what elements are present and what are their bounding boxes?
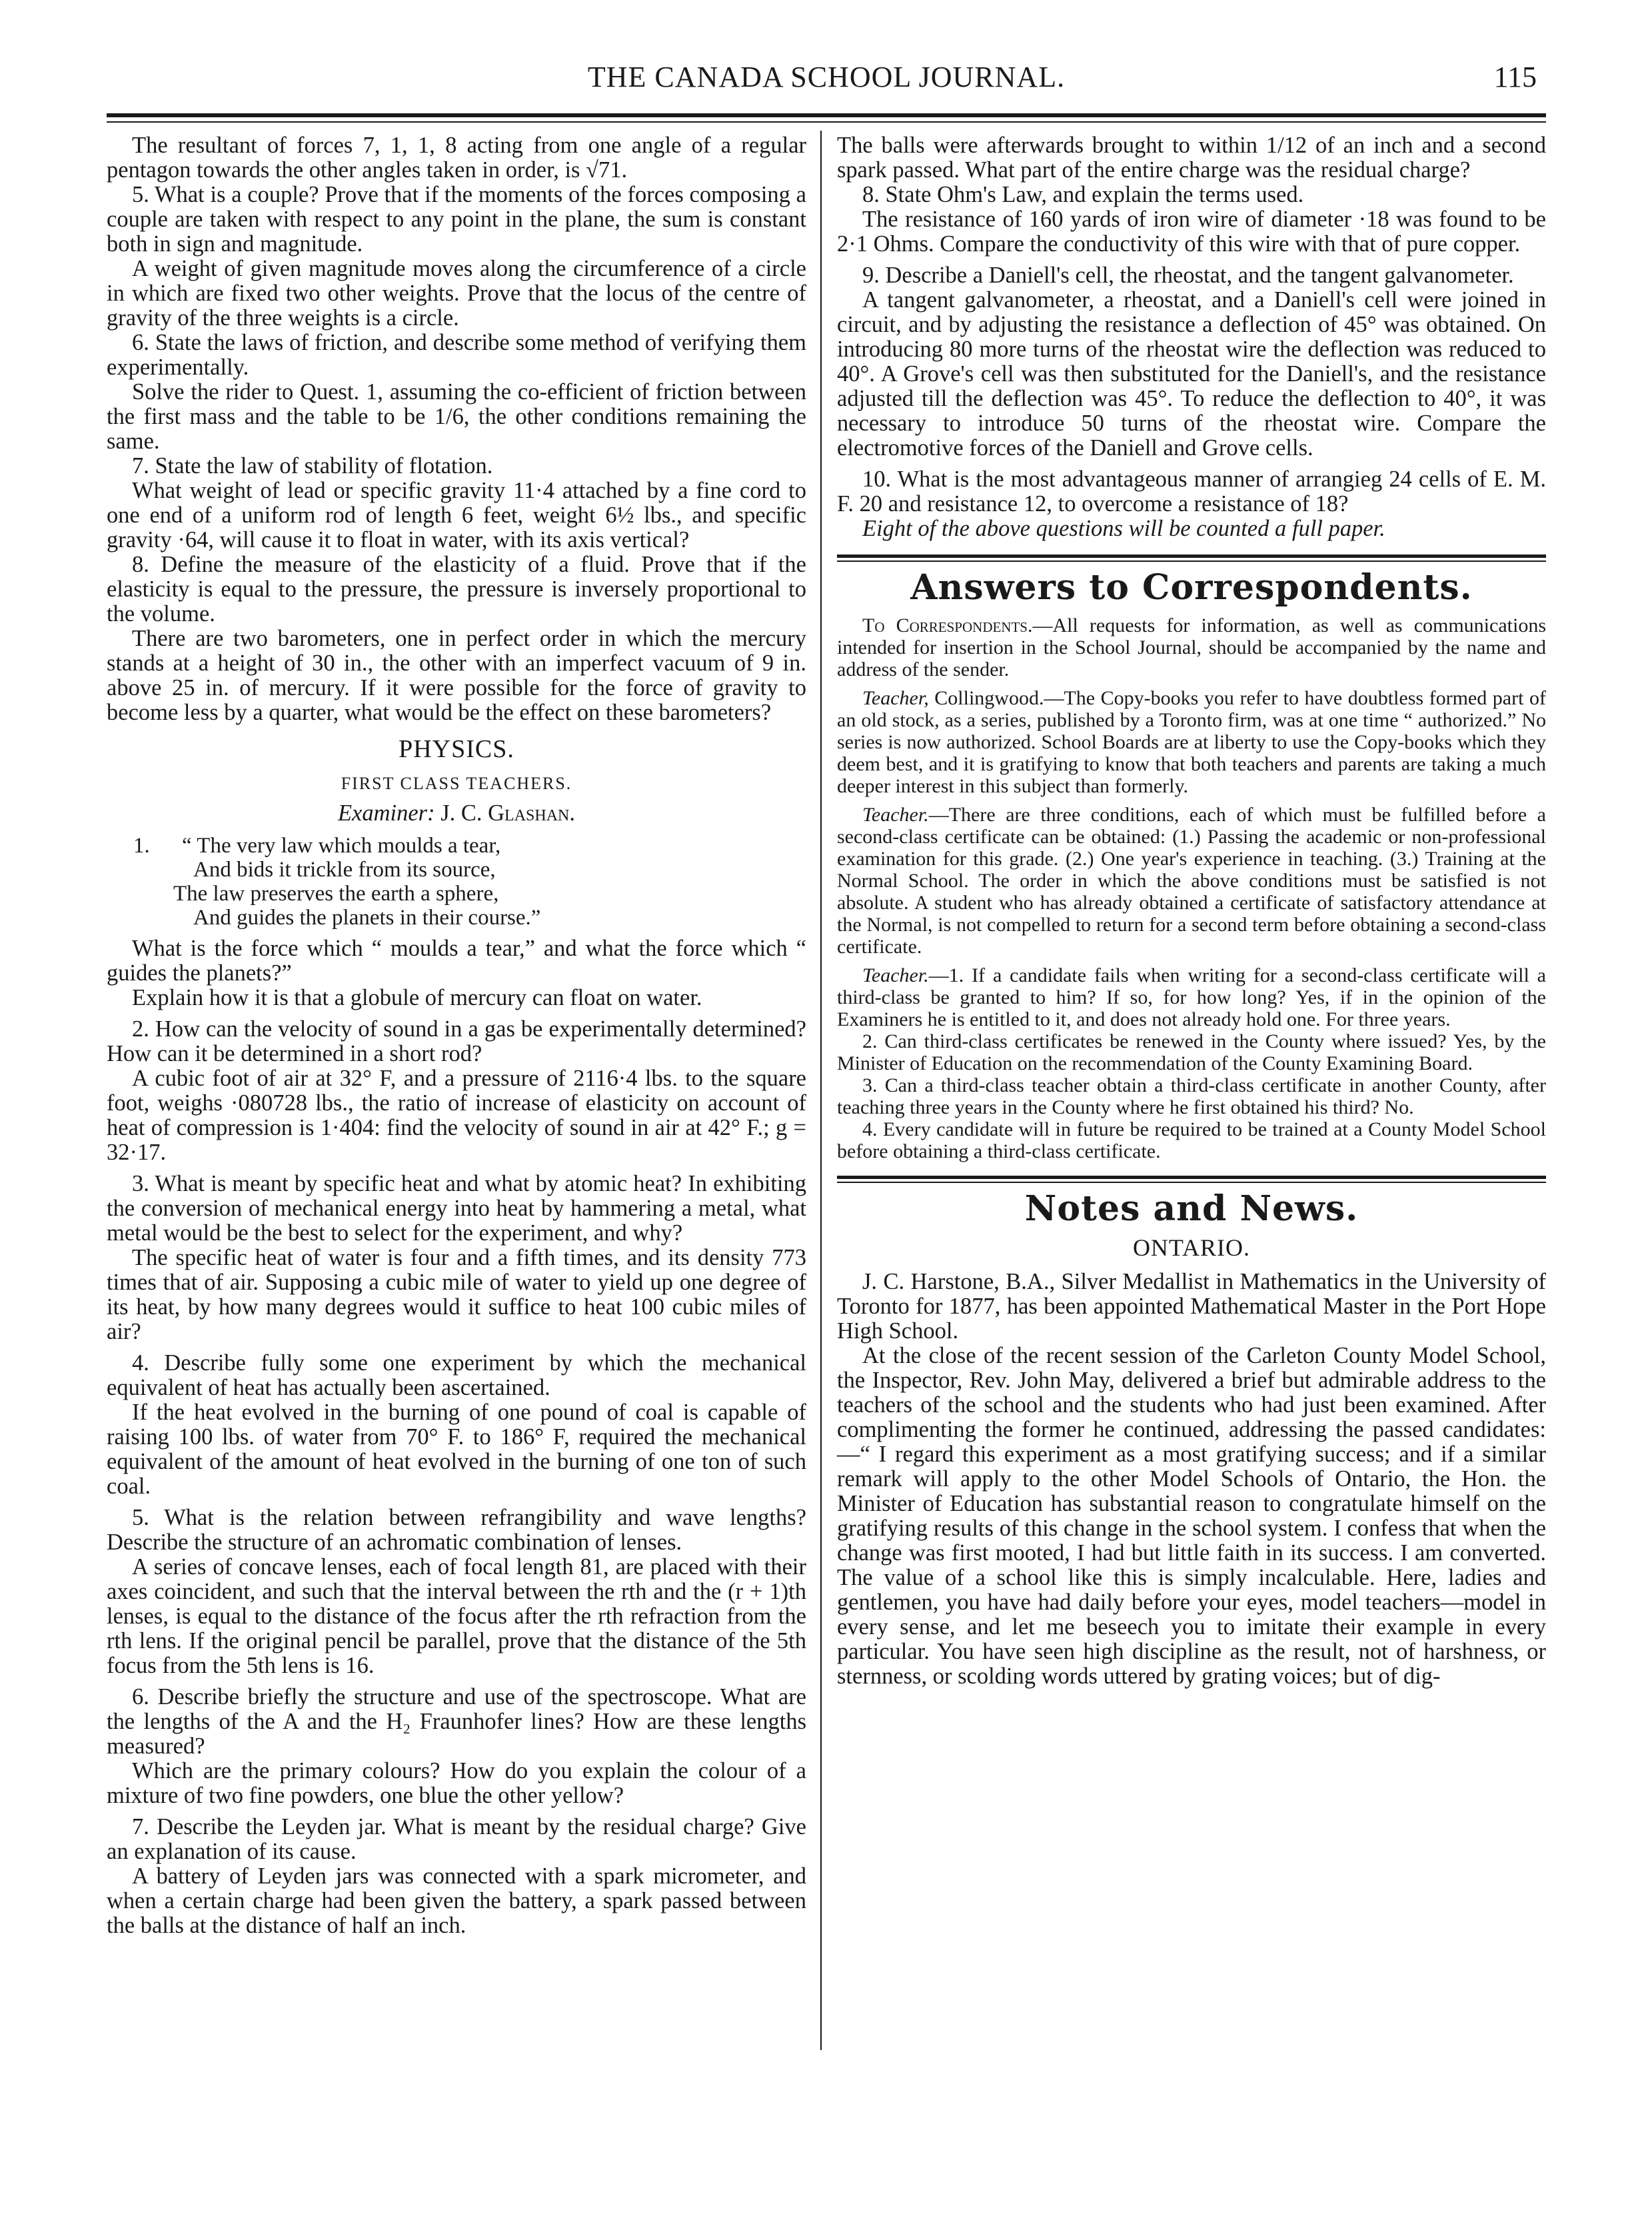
paragraph: The resistance of 160 yards of iron wire of diameter ·18 was found to be 2·1 Ohms. Compare the conductivity of this wire with that of pure copper. xyxy=(837,207,1546,257)
paragraph: The balls were afterwards brought to within 1/12 of an inch and a second spark passed. What part of the entire charge was the residual charge? xyxy=(837,133,1546,183)
paragraph: 5. What is a couple? Prove that if the moments of the forces composing a couple are taken with respect to any point in the plane, the sum is constant both in sign and magnitude. xyxy=(107,182,806,257)
question-number: 1. xyxy=(133,834,150,858)
paragraph: 9. Describe a Daniell's cell, the rheostat, and the tangent galvanometer. xyxy=(862,263,1514,288)
answer-lead: Teacher. xyxy=(862,804,929,826)
section-rule xyxy=(837,1176,1546,1179)
answer-text: —1. If a candidate fails when writing for a second-class certificate will a third-class be granted to him? If so, for how long? Yes, if in the opinion of the Examiners he is entitled to it, and does not already hold one. For three years. xyxy=(837,964,1546,1030)
paragraph: 2. How can the velocity of sound in a gas be experimentally determined? How can it be determined in a short rod? xyxy=(107,1016,806,1066)
page-number: 115 xyxy=(1493,61,1537,93)
poem-line: “ The very law which moulds a tear, xyxy=(182,834,501,858)
paragraph: J. C. Harstone, B.A., Silver Medallist in Mathematics in the University of Toronto for 1877, has been appointed Mathematical Master in the Port Hope High School. xyxy=(837,1269,1546,1344)
poem-line: And guides the planets in their course.” xyxy=(193,906,541,930)
answer-lead: Teacher, xyxy=(862,687,929,709)
paragraph: 6. State the laws of friction, and describe some method of verifying them experimentally. xyxy=(107,330,806,380)
paragraph: 8. State Ohm's Law, and explain the terms used. xyxy=(862,182,1304,207)
paragraph: 3. What is meant by specific heat and what by atomic heat? In exhibiting the conversion of mechanical energy into heat by hammering a metal, what metal would be the best to select for the experiment, and why? xyxy=(107,1171,806,1246)
paragraph: A cubic foot of air at 32° F, and a pressure of 2116·4 lbs. to the square foot, weighs ·080728 lbs., the ratio of increase of elasticity on account of heat of compression is 1·404: find the velocity of sound in air at 42° F.; g = 32·17. xyxy=(107,1066,806,1165)
answer-text: —All requests for information, as well as communications intended for insertion in the School Journal, should be accompanied by the name and address of the sender. xyxy=(837,614,1546,680)
paragraph: 4. Describe fully some one experiment by which the mechanical equivalent of heat has actually been ascertained. xyxy=(107,1350,806,1400)
paragraph: What weight of lead or specific gravity 11·4 attached by a fine cord to one end of a uniform rod of length 6 feet, weight 6½ lbs., and specific gravity ·64, will cause it to float in water, with its axis vertical? xyxy=(107,478,806,553)
examiner-line xyxy=(107,801,806,826)
right-column xyxy=(837,133,1546,1689)
poem-line: The law preserves the earth a sphere, xyxy=(173,882,499,906)
paragraph: Which are the primary colours? How do you explain the colour of a mixture of two fine powders, one blue the other yellow? xyxy=(107,1758,806,1808)
paragraph: A tangent galvanometer, a rheostat, and a Daniell's cell were joined in circuit, and by adjusting the resistance a deflection of 45° was obtained. On introducing 80 more turns of the rheostat wire the deflection was reduced to 40°. A Grove's cell was then substituted for the Daniell's, and the resistance adjusted till the deflection was 45°. To reduce the deflection to 40°, it was necessary to introduce 50 turns of the rheostat wire. Compare the electromotive forces of the Daniell and Grove cells. xyxy=(837,287,1546,461)
page-header xyxy=(107,56,1546,103)
poem-line: And bids it trickle from its source, xyxy=(193,858,496,882)
journal-title: THE CANADA SCHOOL JOURNAL. xyxy=(587,61,1066,93)
answer-paragraph: 3. Can a third-class teacher obtain a third-class certificate in another County, after teaching three years in the County where he first obtained his third? No. xyxy=(837,1074,1546,1118)
answer-paragraph xyxy=(837,804,1546,958)
answer-paragraph: 4. Every candidate will in future be required to be trained at a County Model School before obtaining a third-class certificate. xyxy=(837,1118,1546,1162)
answers-heading: Answers to Correspondents. xyxy=(910,567,1473,608)
paragraph: 7. State the law of stability of flotation. xyxy=(132,453,493,479)
paragraph: If the heat evolved in the burning of one pound of coal is capable of raising 100 lbs. of water from 70° F. to 186° F, required the mechanical equivalent of the amount of heat evolved in the burning of one ton of such coal. xyxy=(107,1400,806,1499)
answer-paragraph xyxy=(837,687,1546,797)
paper-note: Eight of the above questions will be counted a full paper. xyxy=(862,516,1385,541)
paragraph: 8. Define the measure of the elasticity of a fluid. Prove that if the elasticity is equal to the pressure, the pressure is inversely proportional to the volume. xyxy=(107,552,806,626)
paragraph: 7. Describe the Leyden jar. What is meant by the residual charge? Give an explanation of its cause. xyxy=(107,1814,806,1864)
physics-heading: PHYSICS. xyxy=(399,735,514,763)
column-divider xyxy=(820,131,822,2050)
section-rule xyxy=(837,555,1546,558)
paragraph: 5. What is the relation between refrangibility and wave lengths? Describe the structure of an achromatic combination of lenses. xyxy=(107,1505,806,1555)
answer-paragraph: 2. Can third-class certificates be renewed in the County where issued? Yes, by the Minister of Education on the recommendation of the County Examining Board. xyxy=(837,1030,1546,1074)
section-rule-thin xyxy=(837,1182,1546,1183)
paragraph: What is the force which “ moulds a tear,” and what the force which “ guides the planets?” xyxy=(107,936,806,986)
answer-lead: To Correspondents. xyxy=(862,614,1033,636)
paragraph: There are two barometers, one in perfect order in which the mercury stands at a height of 30 in., the other with an imperfect vacuum of 9 in. above 25 in. of mercury. If it were possible for the force of gravity to become less by a quarter, what would be the effect on these barometers? xyxy=(107,626,806,725)
left-column xyxy=(107,133,806,1938)
paragraph: A battery of Leyden jars was connected with a spark micrometer, and when a certain charge had been given the battery, a spark passed between the balls at the distance of half an inch. xyxy=(107,1863,806,1938)
poem-quote xyxy=(133,834,806,930)
paragraph: At the close of the recent session of the Carleton County Model School, the Inspector, Rev. John May, delivered a brief but admirable address to the teachers of the school and the students who had just been examined. After complimenting the former he continued, addressing the passed candidates:—“ I regard this experiment as a most gratifying success; and if a similar remark will apply to the other Model Schools of Ontario, the Hon. the Minister of Education has substantial reason to congratulate himself on the gratifying results of this change in the school system. I confess that when the change was first mooted, I had but little faith in its success. I am converted. The value of a school like this is simply incalculable. Here, ladies and gentlemen, you have had daily before your eyes, model teachers—model in every sense, and let me beseech you to imitate their example in every particular. You have seen high discipline as the result, not of harshness, or sternness, or scolding words uttered by grating voices; but of dig- xyxy=(837,1343,1546,1689)
section-rule-thin xyxy=(837,560,1546,562)
paragraph: Explain how it is that a globule of mercury can float on water. xyxy=(132,985,702,1010)
header-rule xyxy=(107,113,1546,117)
header-rule-thin xyxy=(107,121,1546,123)
paragraph: The resultant of forces 7, 1, 1, 8 acting from one angle of a regular pentagon towards the other angles taken in order, is √71. xyxy=(107,133,806,183)
paragraph: A weight of given magnitude moves along the circumference of a circle in which are fixed two other weights. Prove that the locus of the centre of gravity of the three weights is a circle. xyxy=(107,256,806,331)
answer-text: —There are three conditions, each of which must be fulfilled before a second-class certificate can be obtained: (1.) Passing the academic or non-professional examination for this grade. (2.) One year's experience in teaching. (3.) Training at the Normal School. The order in which the above conditions must be satisfied is not absolute. A student who has already obtained a certificate of satisfactory attendance at the Normal, is not compelled to return for a second term before obtaining a second-class certificate. xyxy=(837,804,1546,958)
paragraph: A series of concave lenses, each of focal length 81, are placed with their axes coincident, and such that the interval between the rth and the (r + 1)th lenses, is equal to the distance of the focus after the rth refraction from the rth lens. If the original pencil be parallel, prove that the distance of the 5th focus from the 5th lens is 16. xyxy=(107,1554,806,1678)
answer-paragraph xyxy=(837,964,1546,1030)
paragraph: The specific heat of water is four and a fifth times, and its density 773 times that of air. Supposing a cubic mile of water to yield up one degree of its heat, by how many degrees would it suffice to heat 100 cubic miles of air? xyxy=(107,1245,806,1344)
paragraph: 10. What is the most advantageous manner of arrangieg 24 cells of E. M. F. 20 and resistance 12, to overcome a resistance of 18? xyxy=(837,467,1546,517)
answer-lead: Teacher. xyxy=(862,964,929,986)
paragraph: 6. Describe briefly the structure and use of the spectroscope. What are the lengths of the A and the H₂ Fraunhofer lines? How are these lengths measured? xyxy=(107,1684,806,1759)
notes-heading: Notes and News. xyxy=(1024,1188,1359,1229)
answer-text: Collingwood.—The Copy-books you refer to have doubtless formed part of an old stock, as a series, published by a Toronto firm, was at one time “ authorized.” No series is now authorized. School Boards are at liberty to use the Copy-books which they deem best, and it is gratifying to know that both teachers and parents are taking a much deeper interest in this subject than formerly. xyxy=(837,687,1546,797)
physics-subheading: FIRST CLASS TEACHERS. xyxy=(341,774,572,793)
paragraph: Solve the rider to Quest. 1, assuming the co-efficient of friction between the first mass and the table to be 1/6, the other conditions remaining the same. xyxy=(107,379,806,454)
examiner-label: Examiner: xyxy=(337,800,435,826)
examiner-name: J. C. Glashan. xyxy=(440,800,576,826)
answer-paragraph xyxy=(837,614,1546,680)
answers-section xyxy=(837,614,1546,1162)
ontario-heading: ONTARIO. xyxy=(1132,1234,1251,1261)
